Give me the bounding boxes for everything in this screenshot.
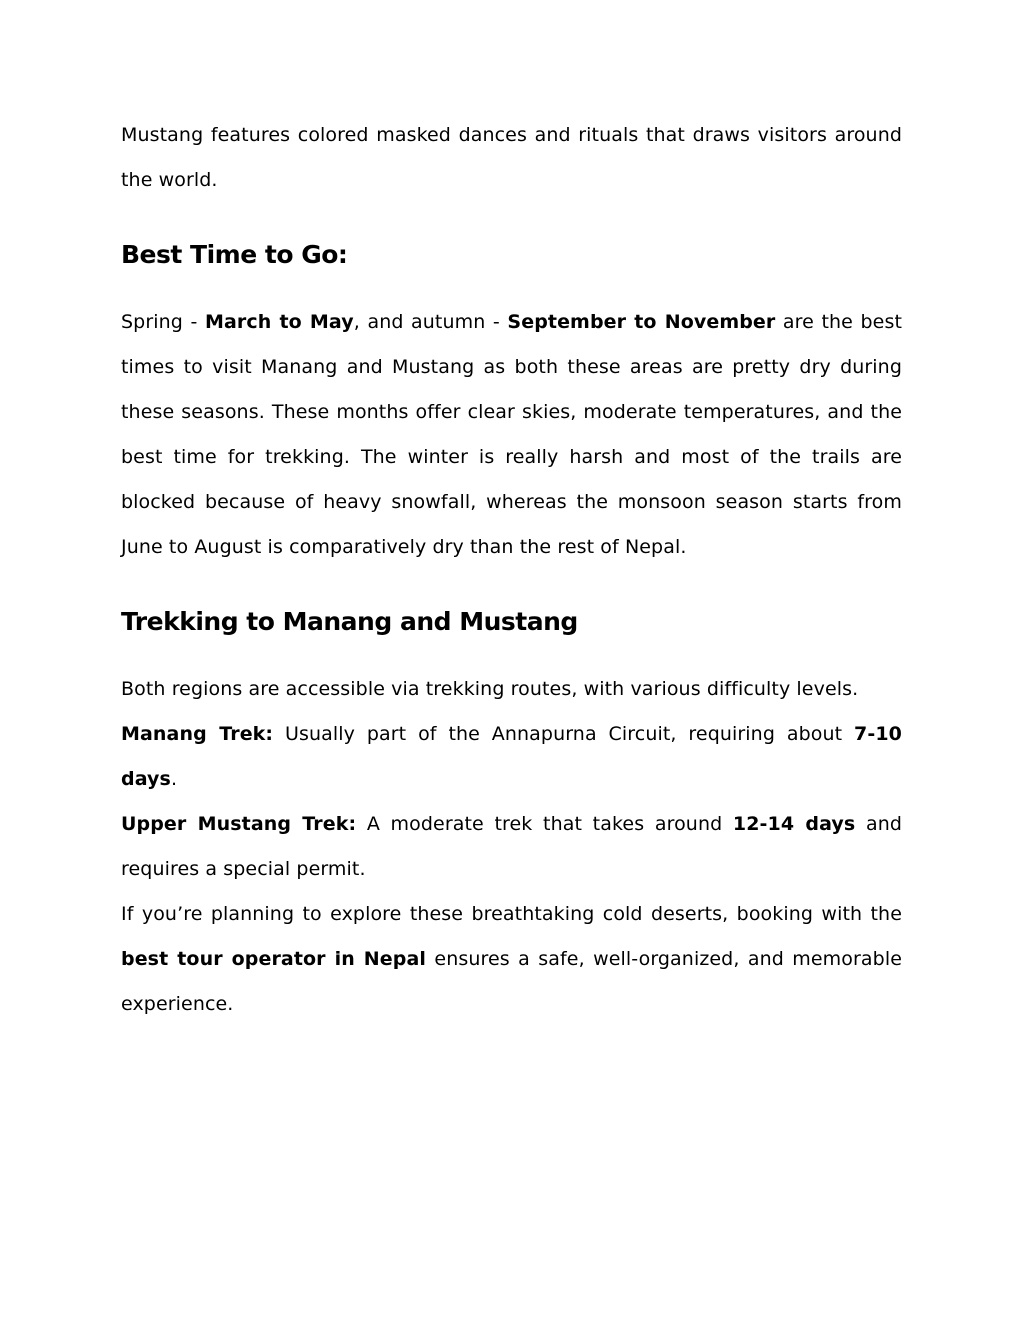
text-span: are the best times to visit Manang and Mustang as both these areas are pretty dry during these seasons. These months offer clear skies, moderate temperatures, and the best time for trekking. The winter is really harsh and most of the trails are blocked because of heavy snowfall, whereas the monsoon season starts from June to August is comparatively dry than the rest of Nepal.	[121, 311, 903, 558]
text-span: Spring -	[121, 311, 205, 333]
tour-operator-highlight: best tour operator in Nepal	[121, 948, 427, 970]
document-page	[121, 113, 902, 1027]
manang-trek-paragraph	[121, 712, 902, 802]
best-time-paragraph	[121, 300, 902, 570]
best-time-heading: Best Time to Go:	[121, 240, 348, 269]
text-span: and requires a special permit.	[121, 813, 903, 880]
text-span: , and autumn -	[353, 311, 508, 333]
text-span: If you’re planning to explore these breathtaking cold deserts, booking with the	[121, 903, 902, 925]
text-span: A moderate trek that takes around	[356, 813, 733, 835]
text-span: Usually part of the Annapurna Circuit, requiring about	[273, 723, 855, 745]
spring-months: March to May	[204, 311, 354, 333]
trekking-intro: Both regions are accessible via trekking routes, with various difficulty levels.	[121, 678, 859, 700]
autumn-months: September to November	[507, 311, 776, 333]
text-span: ensures a safe, well-organized, and memorable experience.	[121, 948, 902, 1015]
manang-trek-label: Manang Trek:	[121, 723, 274, 745]
manang-trek-days: 7-10 days	[121, 723, 902, 790]
mustang-trek-paragraph	[121, 802, 902, 892]
closing-paragraph	[121, 892, 902, 1027]
mustang-trek-label: Upper Mustang Trek:	[121, 813, 357, 835]
mustang-trek-days: 12-14 days	[732, 813, 856, 835]
trekking-heading: Trekking to Manang and Mustang	[121, 607, 578, 636]
text-span: .	[170, 768, 178, 790]
intro-paragraph: Mustang features colored masked dances and rituals that draws visitors around the world.	[121, 124, 902, 191]
